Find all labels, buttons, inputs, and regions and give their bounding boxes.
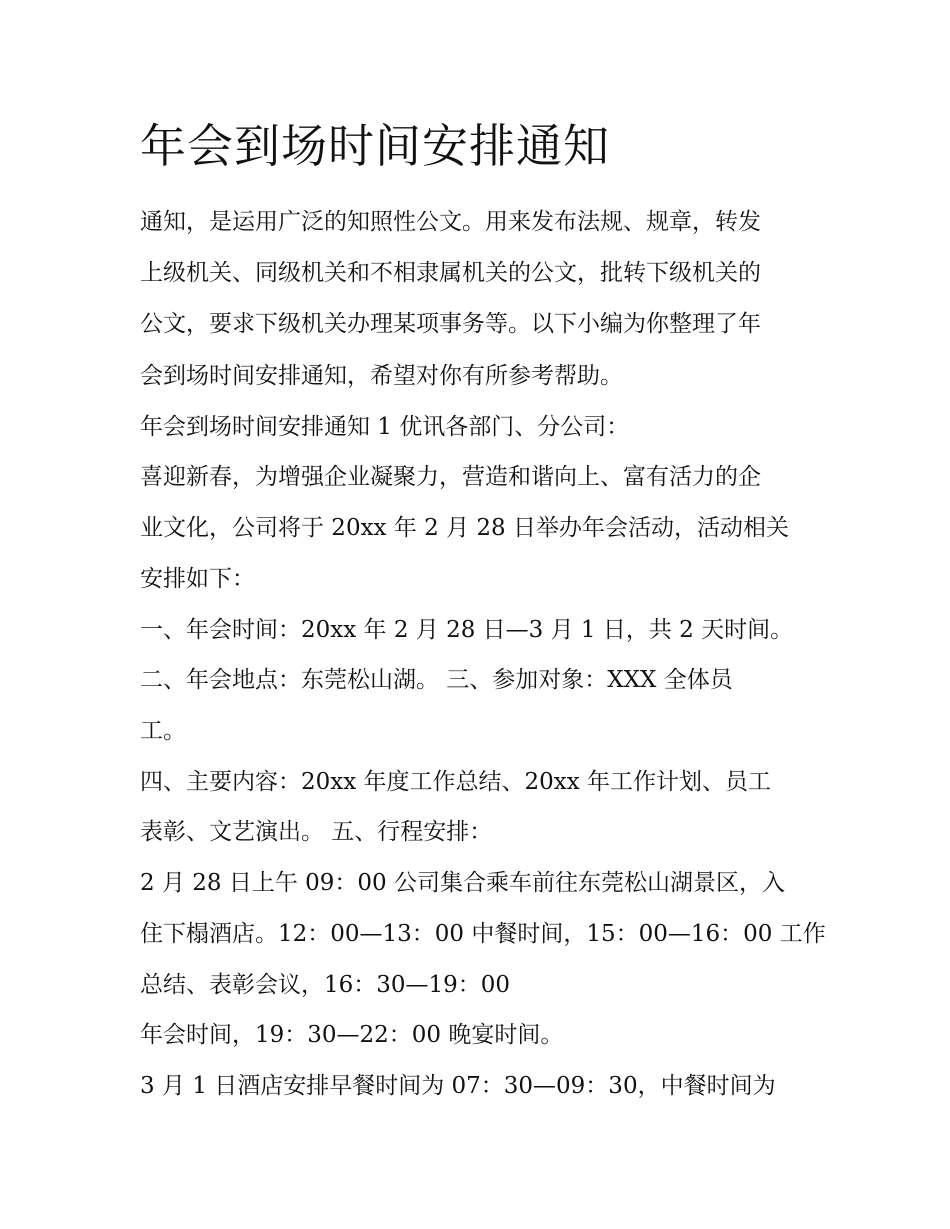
body-line-7: 业文化，公司将于 20xx 年 2 月 28 日举办年会活动，活动相关 — [140, 515, 789, 541]
body-line-18: 3 月 1 日酒店安排早餐时间为 07：30—09：30，中餐时间为 — [140, 1073, 776, 1099]
document-title: 年会到场时间安排通知 — [140, 119, 610, 173]
body-line-15: 住下榻酒店。12：00—13：00 中餐时间，15：00—16：00 工作 — [140, 921, 826, 947]
body-line-11: 工。 — [140, 718, 186, 744]
body-line-3: 公文，要求下级机关办理某项事务等。以下小编为你整理了年 — [140, 311, 761, 337]
body-line-9: 一、年会时间：20xx 年 2 月 28 日—3 月 1 日，共 2 天时间。 — [140, 617, 794, 643]
body-line-1: 通知，是运用广泛的知照性公文。用来发布法规、规章，转发 — [140, 209, 761, 235]
body-line-12: 四、主要内容：20xx 年度工作总结、20xx 年工作计划、员工 — [140, 769, 772, 795]
body-line-5: 年会到场时间安排通知 1 优讯各部门、分公司： — [140, 414, 630, 440]
body-line-4: 会到场时间安排通知，希望对你有所参考帮助。 — [140, 363, 623, 389]
body-line-8: 安排如下： — [140, 566, 255, 592]
body-line-17: 年会时间，19：30—22：00 晚宴时间。 — [140, 1022, 564, 1048]
body-line-16: 总结、表彰会议，16：30—19：00 — [140, 972, 511, 998]
body-line-13: 表彰、文艺演出。 五、行程安排： — [140, 819, 493, 845]
body-line-6: 喜迎新春，为增强企业凝聚力，营造和谐向上、富有活力的企 — [140, 464, 761, 490]
body-line-10: 二、年会地点：东莞松山湖。 三、参加对象：XXX 全体员 — [140, 667, 733, 693]
body-line-2: 上级机关、同级机关和不相隶属机关的公文，批转下级机关的 — [140, 260, 761, 286]
body-line-14: 2 月 28 日上午 09：00 公司集合乘车前往东莞松山湖景区，入 — [140, 870, 785, 896]
